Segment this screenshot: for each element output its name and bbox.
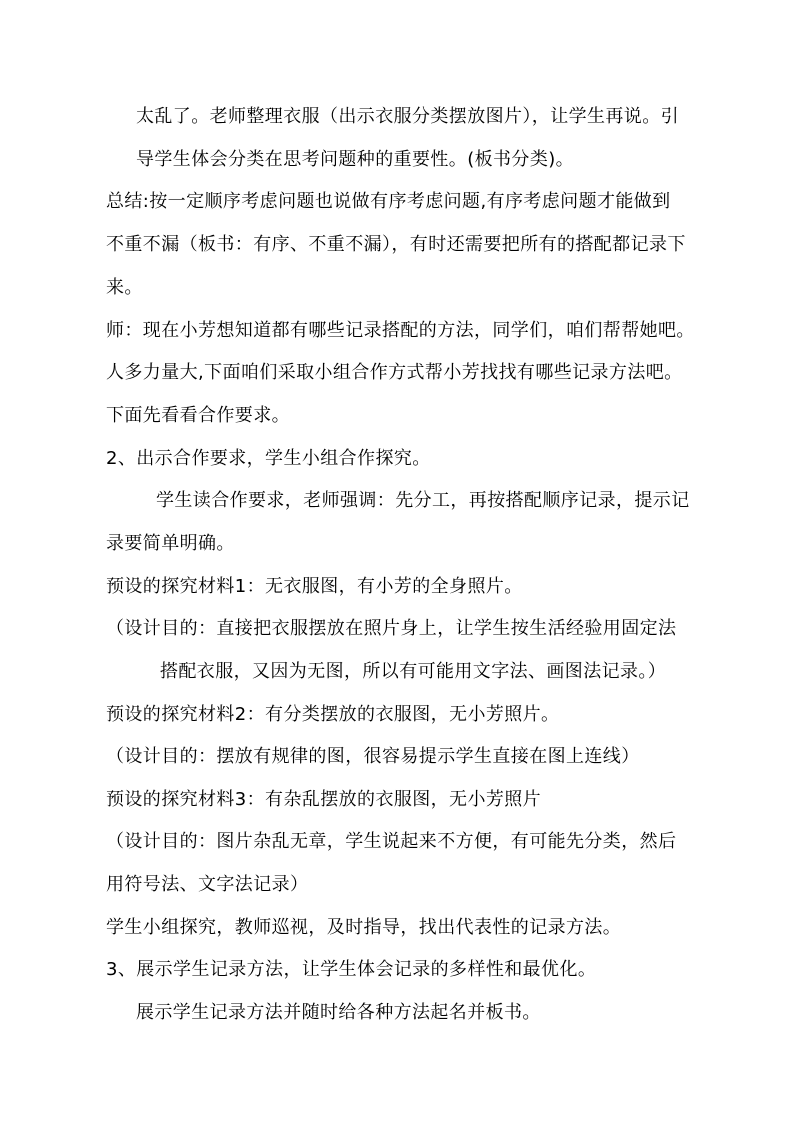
text-line: 录要简单明确。 (106, 533, 235, 554)
text-line: 预设的探究材料1：无衣服图，有小芳的全身照片。 (106, 576, 523, 597)
text-line: 师：现在小芳想知道都有哪些记录搭配的方法，同学们，咱们帮帮她吧。 (106, 320, 695, 341)
text-line: 展示学生记录方法并随时给各种方法起名并板书。 (136, 1002, 541, 1023)
text-line: 人多力量大,下面咱们采取小组合作方式帮小芳找找有哪些记录方法吧。 (106, 362, 683, 383)
text-line: 用符号法、文字法记录） (106, 874, 309, 895)
text-line: 2、出示合作要求，学生小组合作探究。 (106, 448, 431, 469)
text-line: （设计目的：摆放有规律的图，很容易提示学生直接在图上连线） (106, 746, 640, 767)
text-line: 搭配衣服，又因为无图，所以有可能用文字法、画图法记录。） (160, 661, 667, 682)
text-line: 预设的探究材料2：有分类摆放的衣服图，无小芳照片。 (106, 704, 560, 725)
text-line: 3、展示学生记录方法，让学生体会记录的多样性和最优化。 (106, 959, 597, 980)
text-line: 总结:按一定顺序考虑问题也说做有序考虑问题,有序考虑问题才能做到 (106, 191, 671, 212)
text-line: （设计目的：图片杂乱无章，学生说起来不方便，有可能先分类，然后 (106, 831, 677, 852)
text-line: 学生读合作要求，老师强调：先分工，再按搭配顺序记录，提示记 (156, 490, 690, 511)
text-line: 学生小组探究，教师巡视，及时指导，找出代表性的记录方法。 (106, 917, 622, 938)
text-line: 来。 (106, 277, 143, 298)
text-line: 下面先看看合作要求。 (106, 405, 290, 426)
text-line: 导学生体会分类在思考问题种的重要性。(板书分类)。 (136, 149, 575, 170)
text-line: 太乱了。老师整理衣服（出示衣服分类摆放图片），让学生再说。引 (136, 106, 679, 127)
text-line: 不重不漏（板书：有序、不重不漏），有时还需要把所有的搭配都记录下 (106, 234, 686, 255)
text-line: （设计目的：直接把衣服摆放在照片身上，让学生按生活经验用固定法 (106, 618, 677, 639)
text-line: 预设的探究材料3：有杂乱摆放的衣服图，无小芳照片 (106, 789, 542, 810)
